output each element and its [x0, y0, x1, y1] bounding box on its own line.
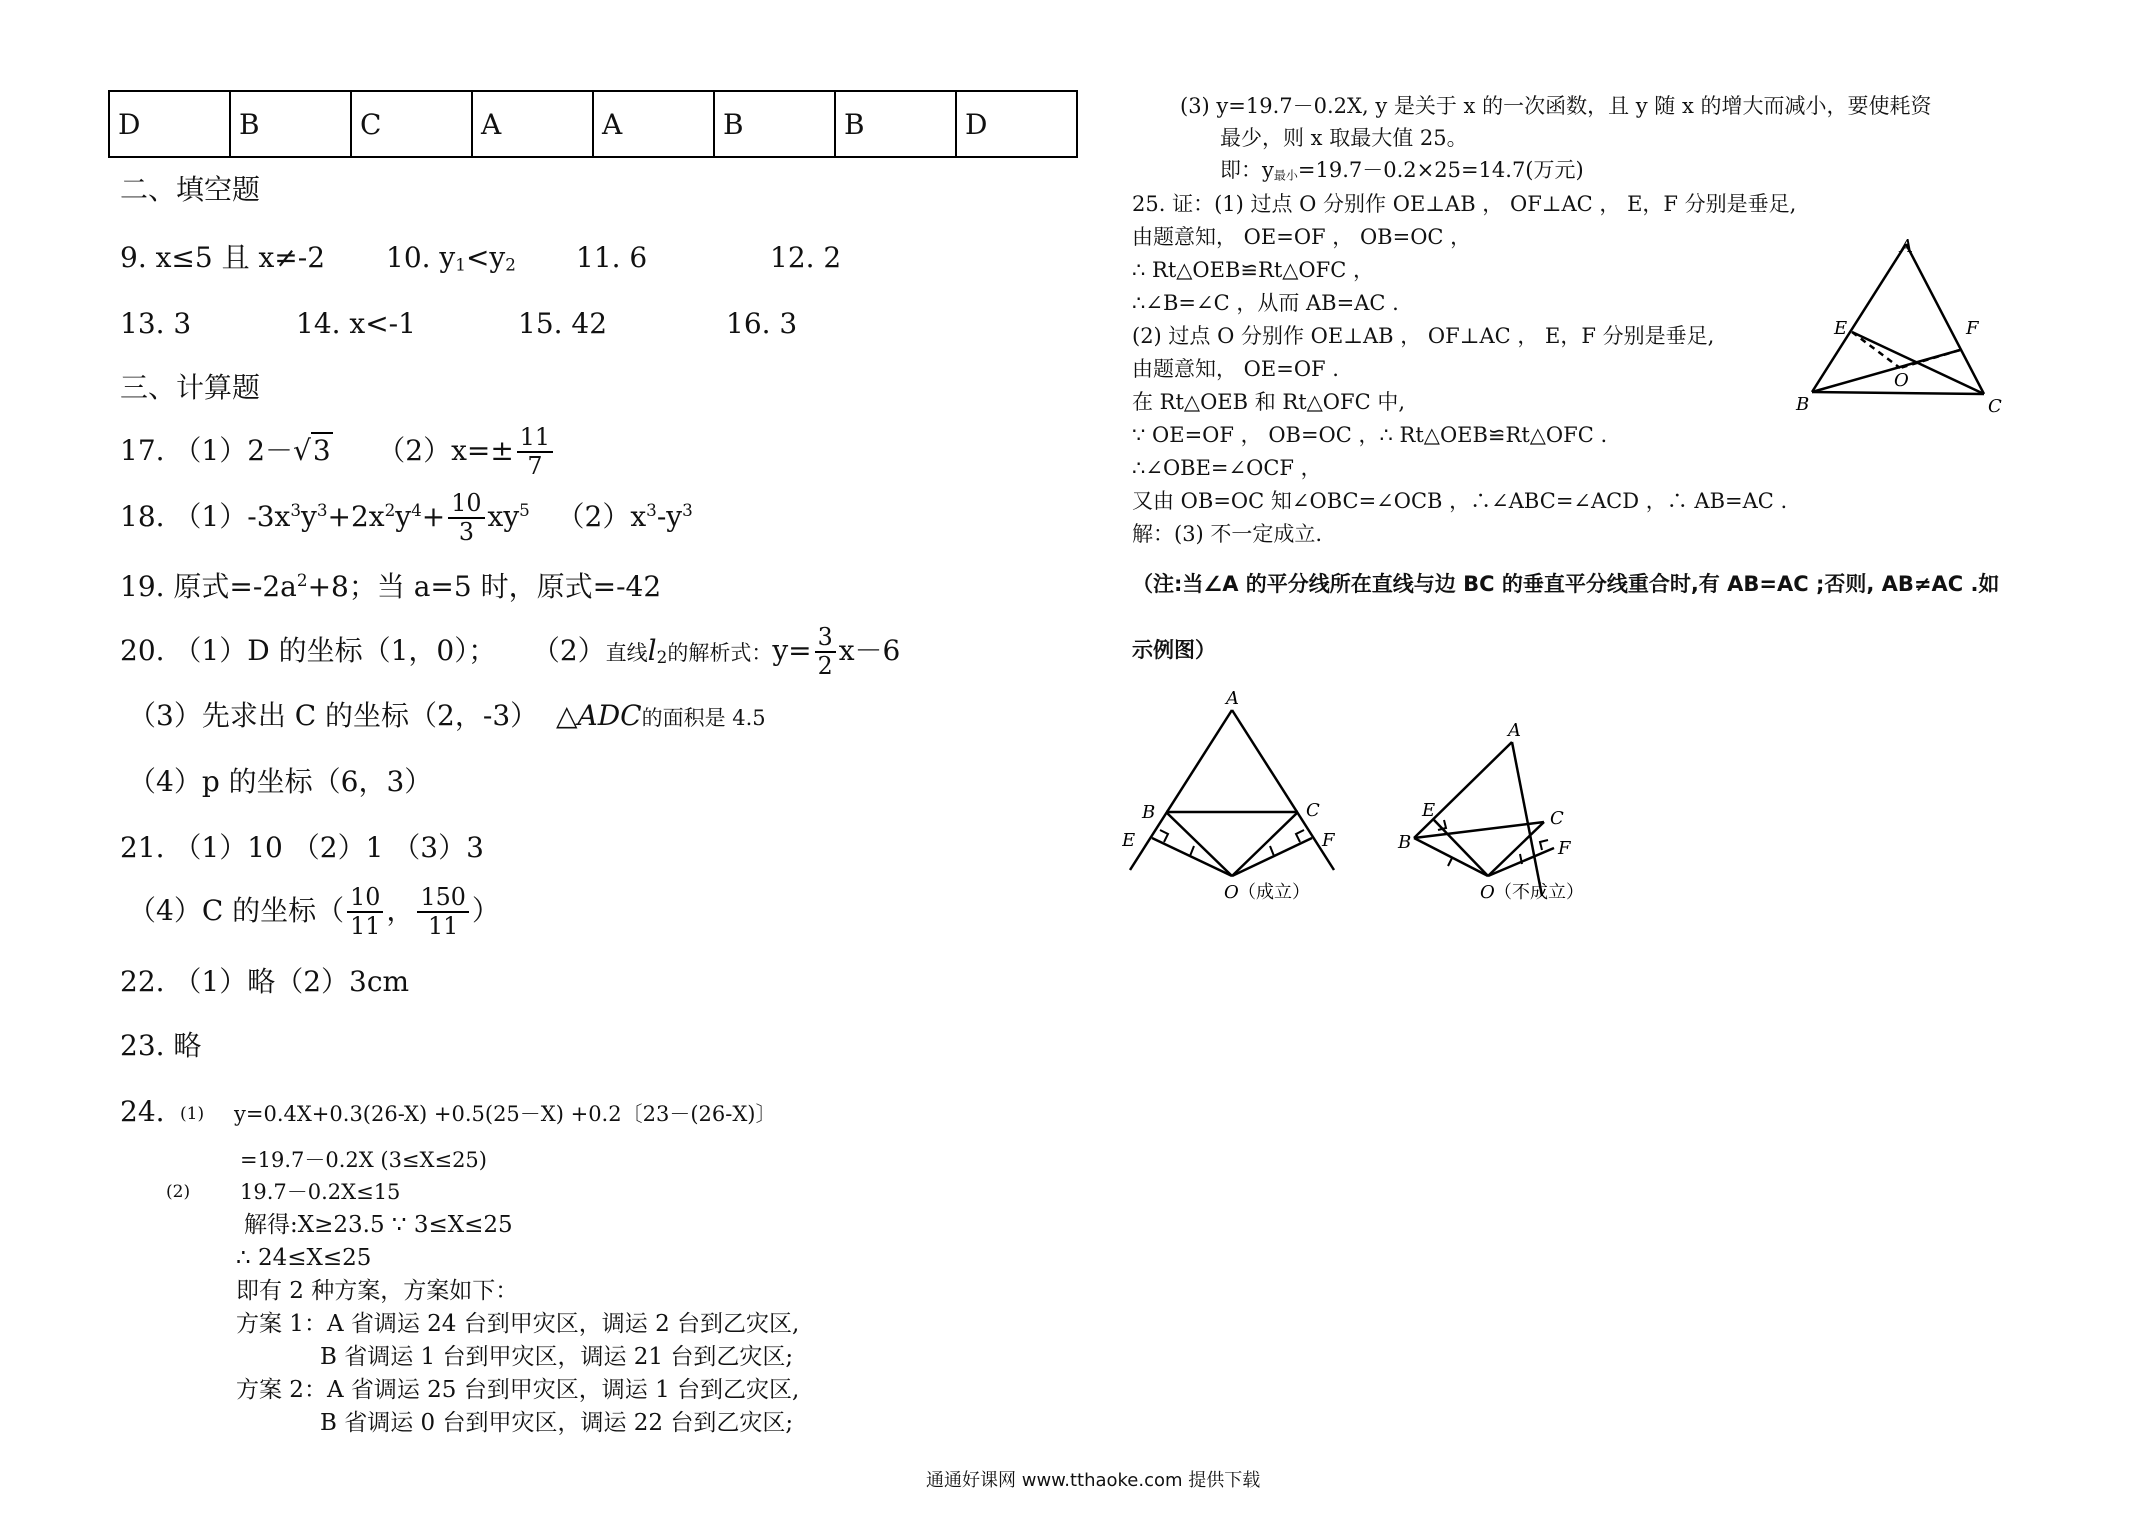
answer-q18: 18. $(1)-3x^3y^3+2x^2y^4+$ $\frac{10}{3}$ $xy^5$ $(2)x^3-y^3$	[120, 489, 693, 547]
proof-line-11: 解：(3) 不一定成立.	[1132, 522, 1323, 546]
label-b: B	[1398, 832, 1412, 853]
label-c: C	[1988, 396, 2002, 417]
table-cell: C	[351, 91, 472, 157]
answer-q24-line4: 解得:X≥23.5 ∵ 3≤X≤25	[244, 1212, 513, 1238]
answer-q24-number: 24.	[120, 1095, 165, 1128]
label-e: E	[1122, 830, 1136, 851]
answer-q20-3: （3）先求出 C 的坐标（2，-3） △ADC的面积是 4.5	[128, 699, 766, 732]
answer-q24-line1: y=0.4X+0.3(26-X) +0.5(25－X) +0.2〔23－(26-X)〕	[234, 1102, 777, 1126]
figure-caption: （成立）	[1238, 882, 1310, 903]
answer-q13: 13. 3	[120, 307, 192, 340]
proof-line-7: 在 Rt△OEB 和 Rt△OFC 中,	[1132, 390, 1406, 414]
proof-line-8: ∵ OE=OF ， OB=OC ，∴ Rt△OEB≌Rt△OFC .	[1132, 423, 1608, 447]
proof-line-1: 25. 证：(1) 过点 O 分别作 OE⊥AB ， OF⊥AC ， E，F 分别是垂足,	[1132, 192, 1797, 216]
answer-table	[108, 90, 1078, 158]
label-a: A	[1226, 688, 1239, 709]
answer-q24-line2: =19.7－0.2X (3≤X≤25)	[240, 1148, 487, 1172]
label-e: E	[1422, 800, 1436, 821]
answer-q24-line10: B 省调运 0 台到甲灾区，调运 22 台到乙灾区;	[320, 1410, 794, 1436]
proof-line-2: 由题意知， OE=OF ， OB=OC ，	[1132, 225, 1472, 249]
answer-q12: 12. 2	[770, 241, 842, 274]
label-b: B	[1796, 394, 1810, 415]
note-line-2: 示例图）	[1132, 638, 1216, 662]
label-f: F	[1966, 318, 1979, 339]
note-line-1: （注:当∠A 的平分线所在直线与边 BC 的垂直平分线重合时,有 AB=AC ;否则, AB≠AC .如	[1132, 572, 2000, 596]
label-e: E	[1834, 318, 1848, 339]
answer-q24-3-line1: (3) y=19.7－0.2X, y 是关于 x 的一次函数，且 y 随 x 的增大而减小，要使耗资	[1180, 94, 1932, 118]
answer-q10: 10. y1<y2	[386, 241, 516, 275]
answer-q24-part1-label: (1)	[180, 1104, 205, 1124]
answer-q24-line8: B 省调运 1 台到甲灾区，调运 21 台到乙灾区;	[320, 1344, 794, 1370]
answer-q21: 21. （1）10 （2）1 （3）3	[120, 831, 484, 864]
answer-q24-3-line2: 最少，则 x 取最大值 25。	[1220, 126, 1468, 150]
label-f: F	[1558, 838, 1571, 859]
table-cell: B	[230, 91, 351, 157]
table-cell: A	[593, 91, 714, 157]
answer-q22: 22. （1）略（2）3cm	[120, 965, 410, 998]
table-cell: A	[472, 91, 593, 157]
answer-q16: 16. 3	[726, 307, 798, 340]
label-f: F	[1322, 830, 1335, 851]
figure-triangle-inner-o	[1790, 230, 2010, 420]
answer-q15: 15. 42	[518, 307, 608, 340]
section-title-fill: 二、填空题	[120, 173, 261, 206]
label-b: B	[1142, 802, 1156, 823]
proof-line-5: (2) 过点 O 分别作 OE⊥AB ， OF⊥AC ， E，F 分别是垂足,	[1132, 324, 1715, 348]
answer-q24-line3: 19.7－0.2X≤15	[240, 1180, 401, 1204]
answer-q19: 19. 原式$=-2a^2+8$；当 a=5 时，原式=-42	[120, 570, 662, 604]
figure-caption: （不成立）	[1494, 882, 1584, 903]
figure-example-fails	[1390, 710, 1620, 910]
answer-q20-1-2: 20. （1）D 的坐标（1，0）； （2）直线l2的解析式：y= $\frac{3}{2}$ x－6	[120, 623, 901, 681]
proof-line-4: ∴∠B=∠C ，从而 AB=AC .	[1132, 291, 1399, 315]
answer-q24-line9: 方案 2：A 省调运 25 台到甲灾区，调运 1 台到乙灾区,	[236, 1377, 800, 1403]
label-o: O	[1480, 882, 1495, 903]
label-c: C	[1550, 808, 1564, 829]
proof-line-10: 又由 OB=OC 知∠OBC=∠OCB ，∴∠ABC=∠ACD ，∴ AB=AC .	[1132, 489, 1788, 513]
label-a: A	[1508, 720, 1521, 741]
label-o: O	[1894, 370, 1909, 391]
answer-q14: 14. x<-1	[296, 307, 416, 340]
table-cell: B	[714, 91, 835, 157]
table-cell: B	[835, 91, 956, 157]
answer-q20-4: （4）p 的坐标（6，3）	[128, 765, 433, 798]
answer-q24-3-line3: 即：y最小=19.7－0.2×25=14.7(万元)	[1220, 158, 1584, 183]
answer-q21-4: （4）C 的坐标（ $\frac{10}{11}$ ， $\frac{150}{11}$ ）	[128, 883, 500, 941]
proof-line-6: 由题意知， OE=OF .	[1132, 357, 1339, 381]
answer-q24-line6: 即有 2 种方案，方案如下：	[236, 1278, 519, 1304]
label-c: C	[1306, 800, 1320, 821]
answer-q24-part2-label: (2)	[166, 1182, 191, 1202]
label-a: A	[1900, 236, 1913, 257]
answer-q17: 17. （1）2－√3 （2）x=± $\frac{11}{7}$	[120, 424, 556, 481]
answer-q9: 9. x≤5 且 x≠-2	[120, 241, 326, 274]
figure-example-holds	[1122, 680, 1382, 910]
section-title-calc: 三、计算题	[120, 371, 261, 404]
label-o: O	[1224, 882, 1239, 903]
answer-q23: 23. 略	[120, 1029, 202, 1062]
table-row	[109, 91, 1077, 157]
answer-q11: 11. 6	[576, 241, 648, 274]
proof-line-3: ∴ Rt△OEB≌Rt△OFC ，	[1132, 258, 1374, 282]
footer-source: 通通好课网 www.tthaoke.com 提供下载	[926, 1470, 1261, 1491]
table-cell: D	[109, 91, 230, 157]
proof-line-9: ∴∠OBE=∠OCF ，	[1132, 456, 1322, 480]
answer-q24-line7: 方案 1：A 省调运 24 台到甲灾区，调运 2 台到乙灾区,	[236, 1311, 800, 1337]
answer-q24-line5: ∴ 24≤X≤25	[236, 1245, 372, 1271]
table-cell: D	[956, 91, 1077, 157]
